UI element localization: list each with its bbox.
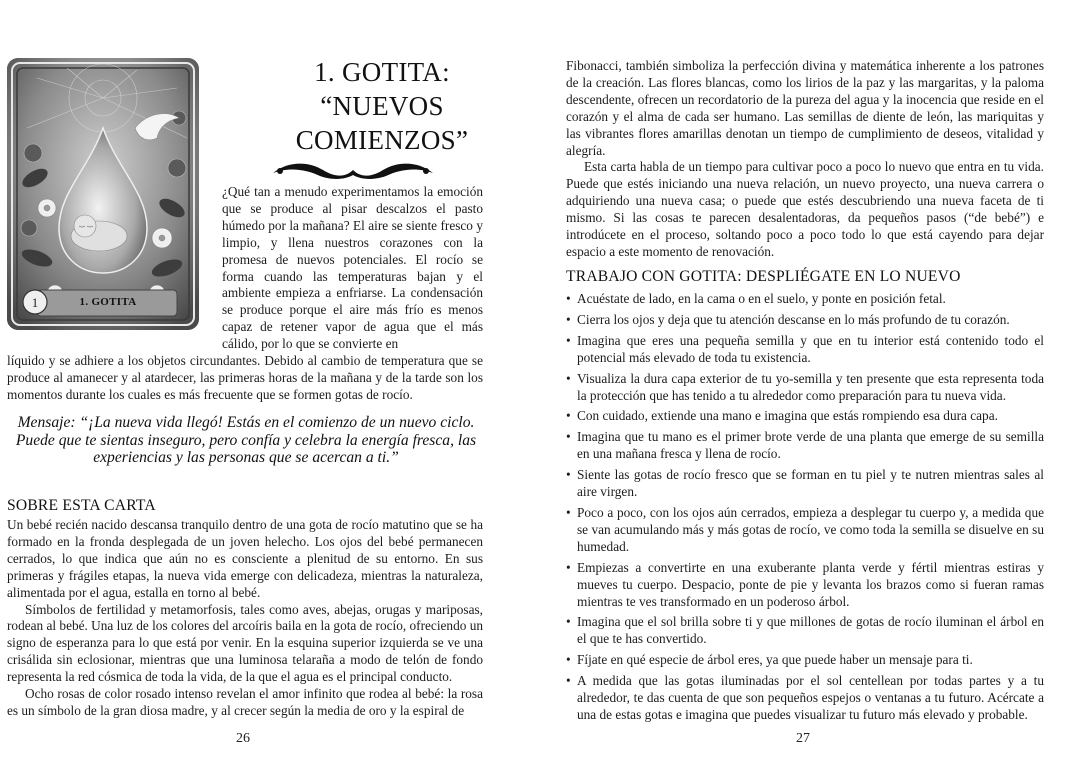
title-line-3: COMIENZOS” <box>295 125 469 155</box>
list-item: • Imagina que tu mano es el primer brote verde de una planta que emerge de su semilla en una mañana fresca y llena de rocío. <box>566 429 1044 463</box>
flourish-ornament <box>268 159 438 181</box>
list-item: • Siente las gotas de rocío fresco que se forman en tu piel y te nutren mientras sales al aire virgen. <box>566 467 1044 501</box>
section-heading-about: SOBRE ESTA CARTA <box>7 497 156 514</box>
intro-paragraph-part-1: ¿Qué tan a menudo experimentamos la emoción que se produce al pisar descalzos el pasto húmedo por la mañana? El aire se siente fresco y limpio, y llena nuestros corazones con la promesa de nuevos potenciales. El rocío se forma cuando las temperaturas bajan y el ambiente empieza a enfriarse. La condensación se produce porque el aire más frío es menos capaz de retener vapor de agua que el más cálido, por lo que se convierte en <box>222 184 483 352</box>
card-label: 1. GOTITA <box>79 296 137 308</box>
card-number: 1 <box>31 295 39 310</box>
list-item: • Acuéstate de lado, en la cama o en el suelo, y ponte en posición fetal. <box>566 291 1044 308</box>
about-card-text <box>7 517 483 720</box>
page-title <box>232 55 532 157</box>
exercise-steps-list <box>566 291 1044 728</box>
page-number-right: 27 <box>796 731 810 746</box>
about-paragraph: Símbolos de fertilidad y metamorfosis, tales como aves, abejas, orugas y mariposas, rodean al bebé. Una luz de los colores del arcoíris baila en la gota de rocío, ofreciendo un signo de esperanza para lo que está por venir. En la esquina superior izquierda se ve una crisálida sin eclosionar, mientras que una luminosa telaraña a modo de telón de fondo representa la red cósmica de toda la vida, de la que el agua es el principal conducto. <box>7 601 483 685</box>
intro-paragraph-part-2: líquido y se adhiere a los objetos circundantes. Debido al cambio de temperatura que se produce al amanecer y al atardecer, las primeras horas de la mañana y de la tarde son los momentos durante los cuales es más frecuente que se formen gotas de rocío. <box>7 353 483 402</box>
page-number-left: 26 <box>236 731 250 746</box>
list-item: • Imagina que el sol brilla sobre ti y que millones de gotas de rocío iluminan el árbol en el que te has convertido. <box>566 614 1044 648</box>
section-heading-exercise: TRABAJO CON GOTITA: DESPLIÉGATE EN LO NUEVO <box>566 268 961 285</box>
list-item: • Poco a poco, con los ojos aún cerrados, empieza a desplegar tu cuerpo y, a medida que se van acumulando más y más gotas de rocío, ve como toda la semilla se disuelve en su humedad. <box>566 505 1044 556</box>
about-paragraph: Un bebé recién nacido descansa tranquilo dentro de una gota de rocío matutino que se ha formado en la fronda desplegada de un joven helecho. Los ojos del bebé permanecen cerrados, lo que indica que aún no es consciente a plenitud de su entorno. En sus primeras y frágiles etapas, la nueva vida emerge con delicadeza, mientras la naturaleza, alimentada por el agua, estalla en torno al bebé. <box>7 517 483 600</box>
list-item: • Empiezas a convertirte en una exuberante planta verde y fértil mientras estiras y mueves tu cuerpo. Despacio, ponte de pie y levanta los brazos como si fueran ramas mientras te ves transformado en un poderoso árbol. <box>566 560 1044 611</box>
right-page-text <box>566 58 1044 261</box>
title-line-2: “NUEVOS <box>320 91 444 121</box>
list-item: • A medida que las gotas iluminadas por el sol centellean por todas partes y a tu alrededor, te das cuenta de que son pequeños espejos o ventanas a tu futuro. Acércate a una de estas gotas e imagina que puedes visualizar tu futuro más elevado y probable. <box>566 673 1044 724</box>
list-item: • Imagina que eres una pequeña semilla y que en tu interior está contenido todo el potencial más elevado de toda tu existencia. <box>566 333 1044 367</box>
list-item: • Con cuidado, extiende una mano e imagina que estás rompiendo esa dura capa. <box>566 408 1044 425</box>
card-illustration <box>7 58 199 330</box>
about-paragraph: Ocho rosas de color rosado intenso revelan el amor infinito que rodea al bebé: la rosa es un símbolo de la gran diosa madre, y al crecer según la media de oro y la espiral de <box>7 686 483 718</box>
list-item: • Cierra los ojos y deja que tu atención descanse en lo más profundo de tu corazón. <box>566 312 1044 329</box>
list-item: • Visualiza la dura capa exterior de tu yo-semilla y ten presente que esta representa toda la protección que has tenido a tu alrededor como preparación para tu nueva vida. <box>566 371 1044 405</box>
card-message: Mensaje: “¡La nueva vida llegó! Estás en el comienzo de un nuevo ciclo. Puede que te sientas inseguro, pero confía y celebra la energía fresca, las experiencias y las personas que se acercan a ti.” <box>15 414 477 466</box>
card-artwork <box>7 58 199 330</box>
right-paragraph: Fibonacci, también simboliza la perfección divina y matemática inherente a los patrones de la creación. Las flores blancas, como los lirios de la paz y las margaritas, y la paloma descendente, ofrecen un recordatorio de la pureza del agua y la inocencia que reside en el corazón y el alma de cada ser humano. Las semillas de diente de león, las mariquitas y las vibrantes flores amarillas denotan un tiempo de cumplimiento de deseos, vitalidad y alegría. <box>566 58 1044 158</box>
right-paragraph: Esta carta habla de un tiempo para cultivar poco a poco lo nuevo que entra en tu vida. Puede que estés iniciando una nueva relación, un nuevo proyecto, una nueva carrera o adquiriendo una nueva casa; o puede que estés descubriendo una nueva faceta de ti mismo. Si las cosas te parecen desalentadoras, da pequeños pasos (“de bebé”) e introdúcete en el proceso, soltando poco a poco todo lo que está cayendo para dejar espacio a este momento de renovación. <box>566 159 1044 259</box>
left-page <box>0 0 533 762</box>
title-line-1: 1. GOTITA: <box>314 57 450 87</box>
list-item: • Fíjate en qué especie de árbol eres, ya que puede haber un mensaje para ti. <box>566 652 1044 669</box>
